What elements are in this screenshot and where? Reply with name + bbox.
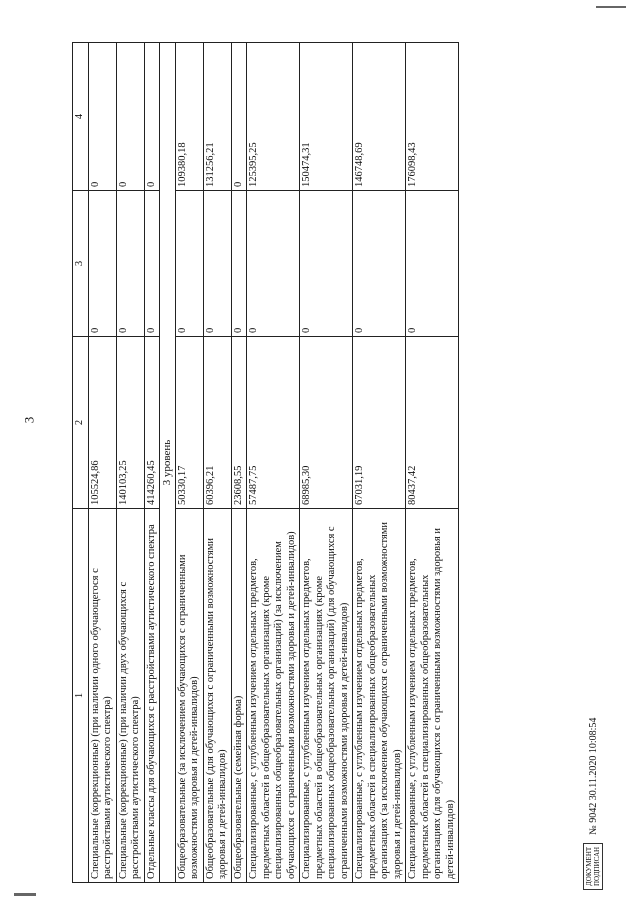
row-name: Отдельные классы для обучающихся с расстройствами аутистического спектра <box>144 509 160 883</box>
header-col-3: 3 <box>73 191 89 337</box>
table-row <box>88 43 116 883</box>
row-value-col4: 0 <box>88 43 116 191</box>
row-value-col4: 176098,43 <box>406 43 459 191</box>
row-name: Общеобразовательные (семейная форма) <box>231 509 247 883</box>
stamp-line-2: ПОДПИСАН <box>593 846 601 886</box>
row-value-col4: 125395,25 <box>247 43 300 191</box>
row-value-col3: 0 <box>231 191 247 337</box>
row-value-col3: 0 <box>144 191 160 337</box>
header-col-4: 4 <box>73 43 89 191</box>
row-value-col2: 105524,86 <box>88 337 116 509</box>
row-value-col4: 146748,69 <box>353 43 406 191</box>
row-value-col4: 0 <box>144 43 160 191</box>
row-value-col2: 140103,25 <box>116 337 144 509</box>
row-name: Специализированные, с углубленным изучением отдельных предметов, предметных областей в общеобразовательных организациях (кроме специализированных общеобразовательных организаций) (для обучающихся с ограниченными возможностями здоровья и детей-инвалидов) <box>300 509 353 883</box>
row-name: Специальные (коррекционные) (при наличии одного обучающегося с расстройствами аутистического спектра) <box>88 509 116 883</box>
row-value-col2: 60396,21 <box>203 337 231 509</box>
row-value-col2: 57487,75 <box>247 337 300 509</box>
table-row <box>406 43 459 883</box>
row-value-col2: 67031,19 <box>353 337 406 509</box>
row-value-col4: 109380,18 <box>175 43 203 191</box>
header-col-1: 1 <box>73 509 89 883</box>
row-name: Специализированные, с углубленным изучением отдельных предметов, предметных областей в специализированных общеобразовательных организациях (за исключением обучающихся с ограниченными возможностями здоровья и детей-инвалидов) <box>353 509 406 883</box>
row-name: Общеобразовательные (за исключением обучающихся с ограниченными возможностями здоровья и детей-инвалидов) <box>175 509 203 883</box>
row-value-col3: 0 <box>116 191 144 337</box>
row-value-col4: 0 <box>116 43 144 191</box>
row-name: Специальные (коррекционные) (при наличии двух обучающихся с расстройствами аутистического спектра) <box>116 509 144 883</box>
cost-table <box>72 42 459 883</box>
table-row <box>300 43 353 883</box>
table-row <box>353 43 406 883</box>
row-value-col4: 150474,31 <box>300 43 353 191</box>
document-footer <box>580 570 606 890</box>
row-value-col3: 0 <box>300 191 353 337</box>
level-heading-row <box>160 43 176 883</box>
level-heading: 3 уровень <box>160 43 176 883</box>
table-row <box>247 43 300 883</box>
header-col-2: 2 <box>73 337 89 509</box>
table-row <box>203 43 231 883</box>
scan-artifact <box>14 893 36 896</box>
row-value-col2: 414260,45 <box>144 337 160 509</box>
row-name: Общеобразовательные (для обучающихся с ограниченными возможностями здоровья и детей-инвалидов) <box>203 509 231 883</box>
row-value-col2: 23608,55 <box>231 337 247 509</box>
row-name: Специализированные, с углубленным изучением отдельных предметов, предметных областей в общеобразовательных организациях (кроме специализированных общеобразовательных организаций) (за исключением обучающихся с ограниченными возможностями здоровья и детей-инвалидов) <box>247 509 300 883</box>
row-value-col2: 68985,30 <box>300 337 353 509</box>
table-row <box>175 43 203 883</box>
row-value-col4: 0 <box>231 43 247 191</box>
stamp-line-1: ДОКУМЕНТ <box>585 846 593 886</box>
header-row <box>73 43 89 883</box>
row-value-col2: 80437,42 <box>406 337 459 509</box>
row-value-col3: 0 <box>203 191 231 337</box>
e-signature-stamp <box>583 843 603 890</box>
row-value-col4: 131256,21 <box>203 43 231 191</box>
scan-artifact <box>596 6 626 8</box>
row-value-col2: 50330,17 <box>175 337 203 509</box>
row-value-col3: 0 <box>247 191 300 337</box>
table-row <box>144 43 160 883</box>
row-value-col3: 0 <box>175 191 203 337</box>
page-number: 3 <box>21 416 37 424</box>
table-row <box>231 43 247 883</box>
row-value-col3: 0 <box>353 191 406 337</box>
rotated-table-container <box>72 43 592 883</box>
row-name: Специализированные, с углубленным изучением отдельных предметов, предметных областей в специализированных общеобразовательных организациях (для обучающихся с ограниченными возможностями здоровья и детей-инвалидов) <box>406 509 459 883</box>
document-reference: № 9042 30.11.2020 10:08:54 <box>587 717 599 835</box>
row-value-col3: 0 <box>406 191 459 337</box>
table-row <box>116 43 144 883</box>
row-value-col3: 0 <box>88 191 116 337</box>
